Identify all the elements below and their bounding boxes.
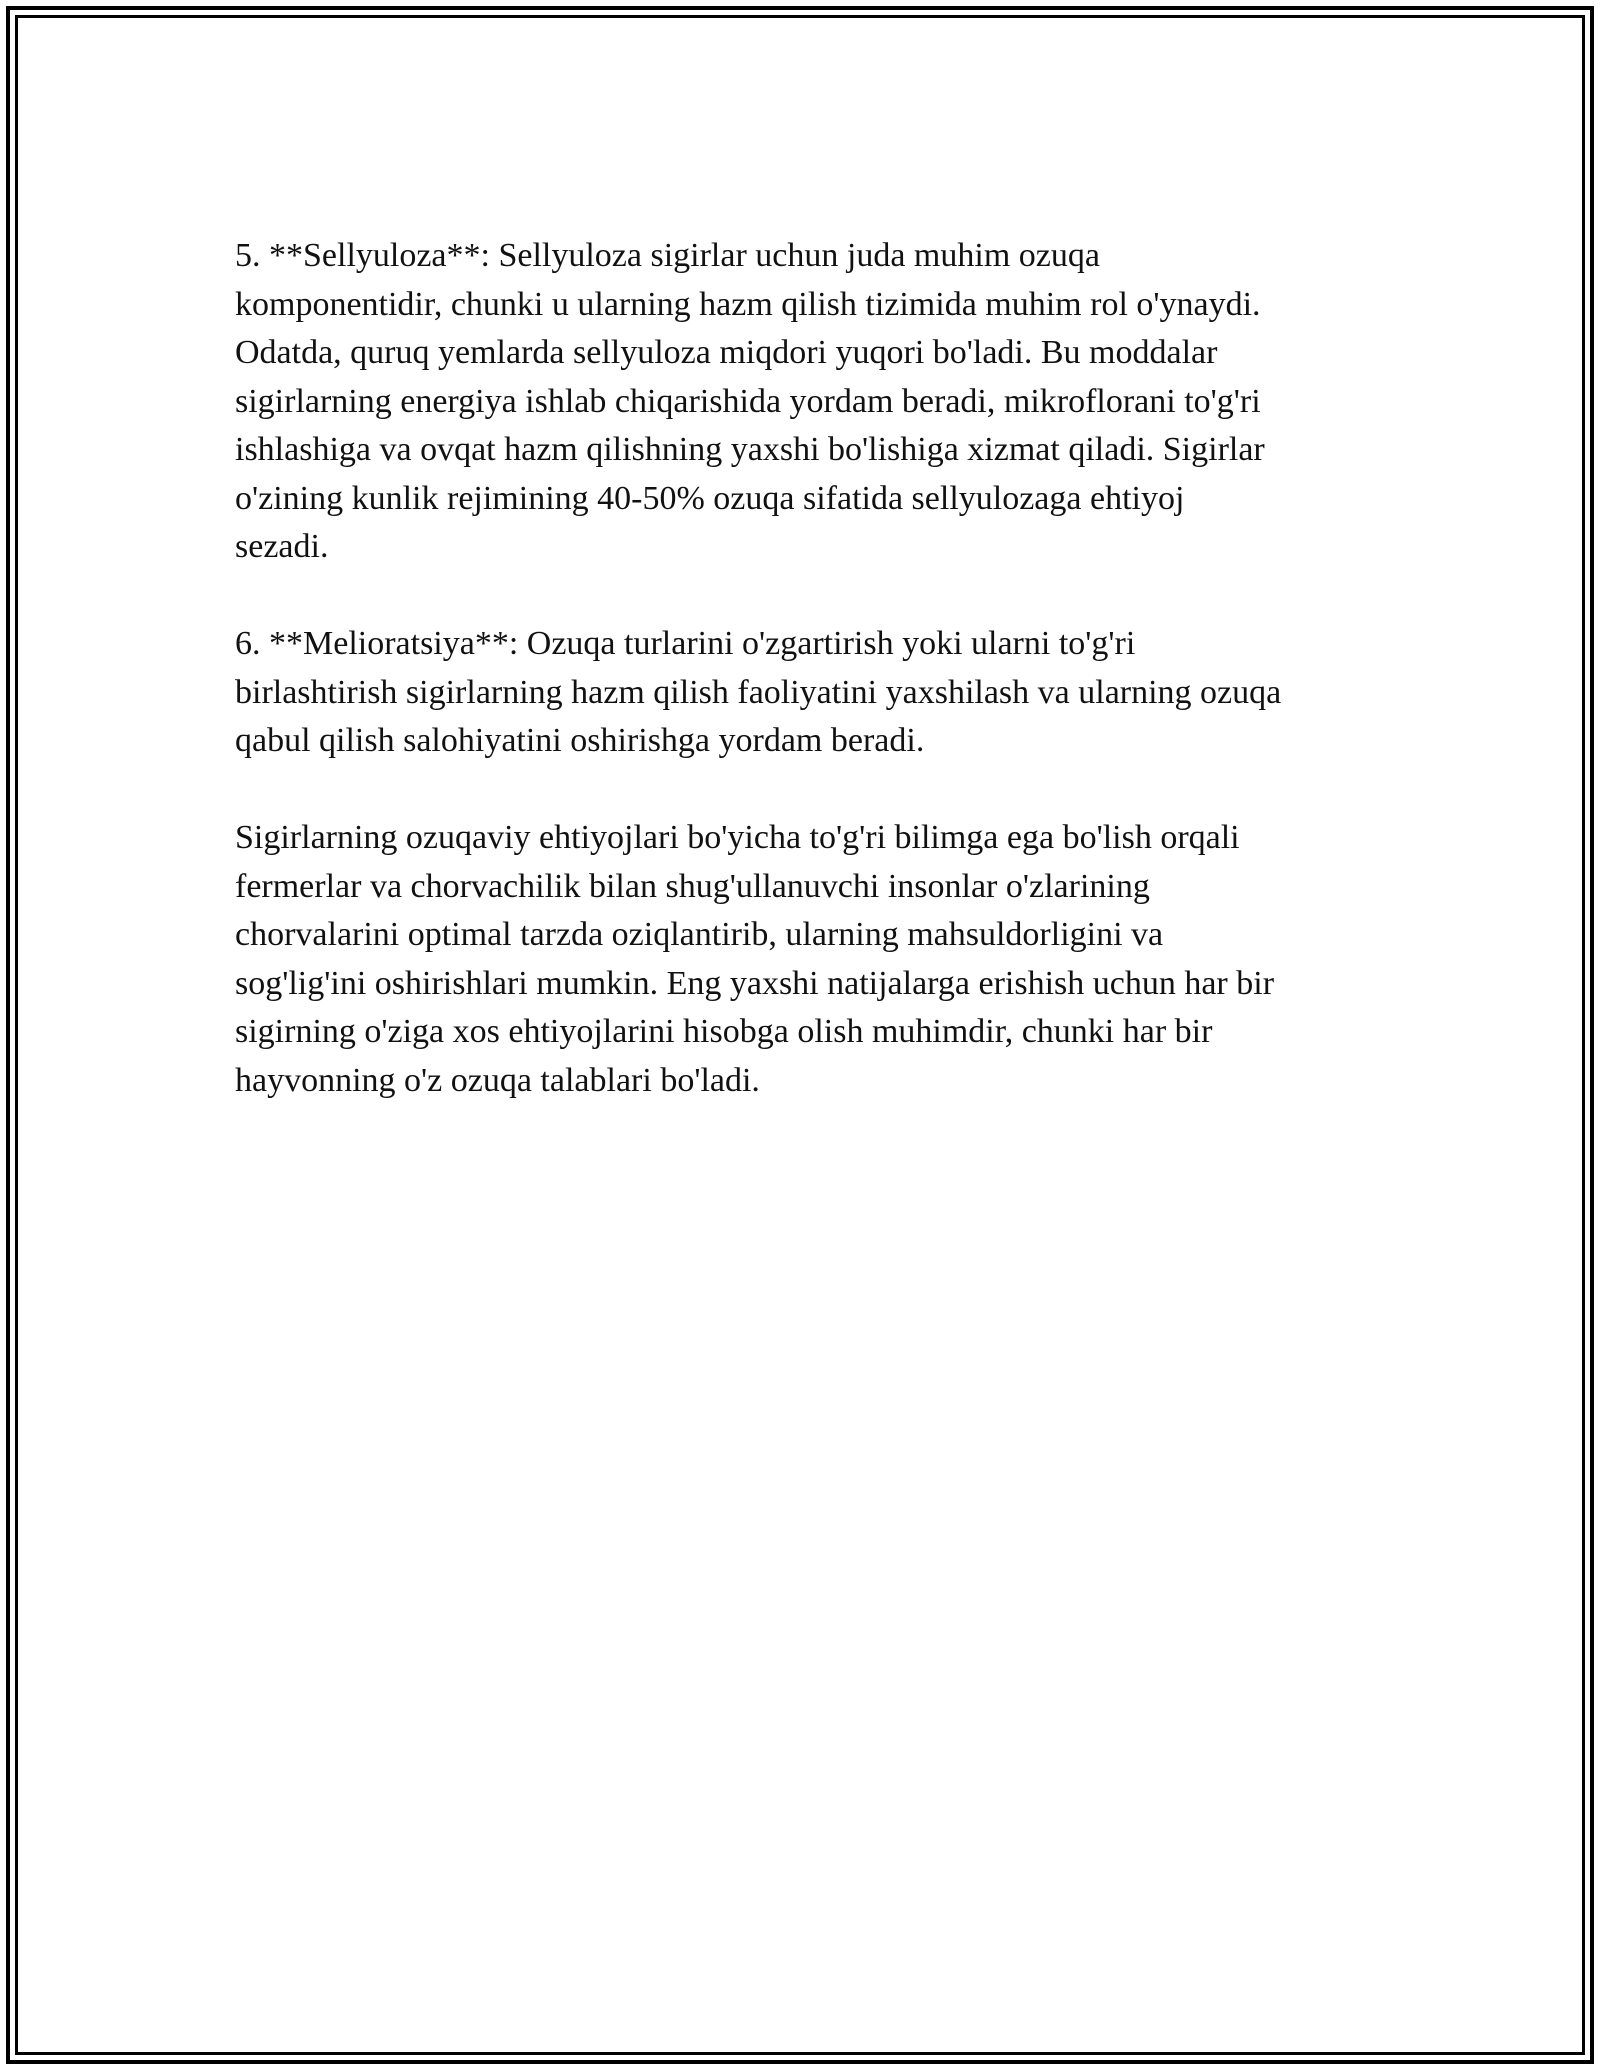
paragraph-conclusion: Sigirlarning ozuqaviy ehtiyojlari bo'yicha to'g'ri bilimga ega bo'lish orqali fermerlar va chorvachilik bilan shug'ullanuvchi insonlar o'zlarining chorvalarini optimal tarzda oziqlantirib, ularning mahsuldorligini va sog'lig'ini oshirishlari mumkin. Eng yaxshi natijalarga erishish uchun har bir sigirning o'ziga xos ehtiyojlarini hisobga olish muhimdir, chunki har bir hayvonning o'z ozuqa talablari bo'ladi. — [235, 819, 1275, 1099]
document-body — [235, 232, 1385, 1154]
paragraph-cellulose: 5. **Sellyuloza**: Sellyuloza sigirlar uchun juda muhim ozuqa komponentidir, chunki u ularning hazm qilish tizimida muhim rol o'ynaydi. Odatda, quruq yemlarda sellyuloza miqdori yuqori bo'ladi. Bu moddalar sigirlarning energiya ishlab chiqarishida yordam beradi, mikroflorani to'g'ri ishlashiga va ovqat hazm qilishning yaxshi bo'lishiga xizmat qiladi. Sigirlar o'zining kunlik rejimining 40-50% ozuqa sifatida sellyulozaga ehtiyoj sezadi. — [235, 237, 1265, 565]
paragraph-melioration: 6. **Melioratsiya**: Ozuqa turlarini o'zgartirish yoki ularni to'g'ri birlashtirish sigirlarning hazm qilish faoliyatini yaxshilash va ularning ozuqa qabul qilish salohiyatini oshirishga yordam beradi. — [235, 625, 1282, 759]
